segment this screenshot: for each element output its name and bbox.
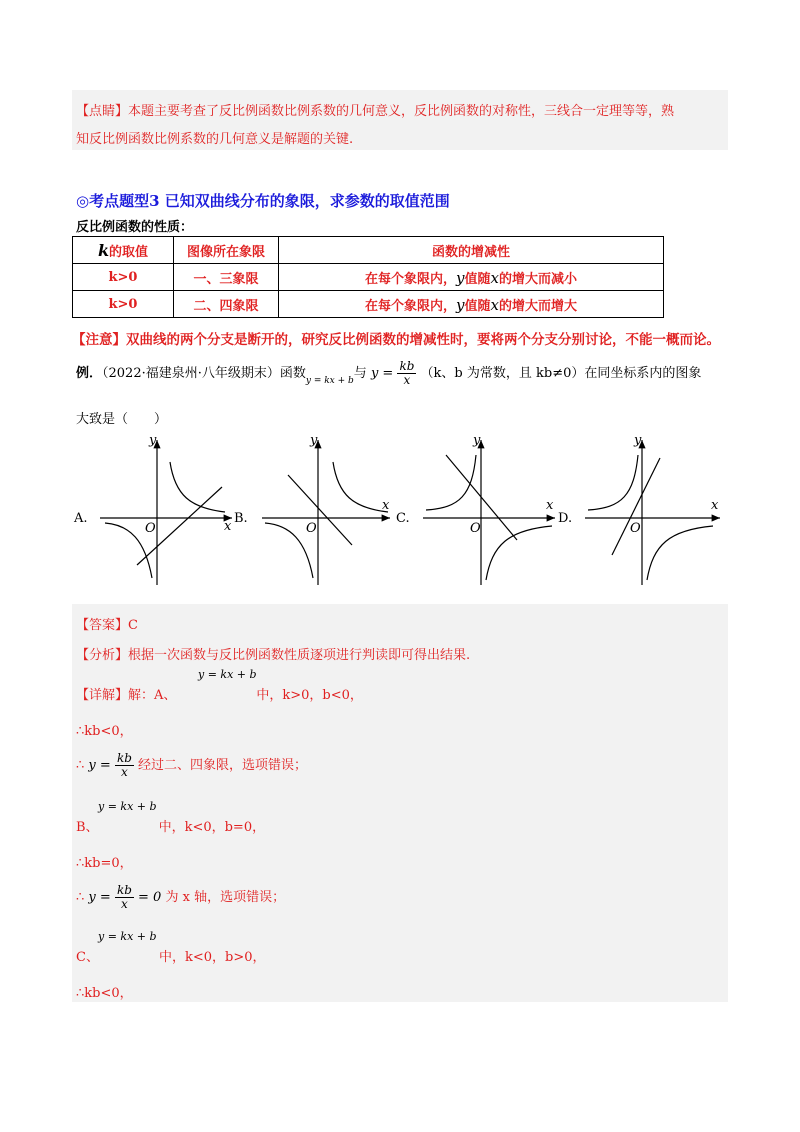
table-cell-k: k>0 xyxy=(73,264,174,291)
table-header-k: k的取值 xyxy=(73,237,174,264)
graph-b xyxy=(262,440,390,585)
option-b-label: B. xyxy=(234,511,248,526)
detail-b-line: B、 中，k<0，b=0， xyxy=(76,820,266,835)
graph-c-x-label: x xyxy=(546,498,554,513)
graph-b-y-label: y xyxy=(310,433,318,448)
detail-c-line: C、 中，k<0，b>0， xyxy=(76,950,266,965)
graph-d xyxy=(585,440,720,585)
table-cell-monotonic: 在每个象限内，y值随x的增大而增大 xyxy=(279,291,664,318)
answer-line: 【答案】C xyxy=(76,618,138,633)
table-row xyxy=(73,264,664,291)
table-row xyxy=(73,291,664,318)
graph-b-origin: O xyxy=(306,521,317,536)
detail-tag: 【详解】解：A、 xyxy=(76,688,177,703)
table-cell-monotonic: 在每个象限内，y值随x的增大而减小 xyxy=(279,264,664,291)
detail-a-cond: 中，k>0，b<0， xyxy=(256,688,363,703)
example-source: （2022·福建泉州·八年级期末）函数 xyxy=(102,366,306,381)
dianjing-text-1: 本题主要考查了反比例函数比例系数的几何意义，反比例函数的对称性，三线合一定理等等，熟 xyxy=(128,104,675,119)
table-cell-k: k>0 xyxy=(73,291,174,318)
graph-c xyxy=(423,440,555,585)
dianjing-tag: 【点睛】 xyxy=(76,104,129,119)
detail-b-result-line: ∴ y = $\frac{kb}{x}$ = 0 为 x 轴，选项错误； xyxy=(76,883,286,911)
example-formula-y: y = xyxy=(370,366,394,381)
note-text: 【注意】双曲线的两个分支是断开的，研究反比例函数的增减性时，要将两个分支分别讨论，不能一概而论。 xyxy=(72,332,720,348)
table-cell-quadrant: 二、四象限 xyxy=(174,291,279,318)
table-header-row xyxy=(73,237,664,264)
graph-d-origin: O xyxy=(630,521,641,536)
graph-a xyxy=(100,440,232,585)
detail-a-kb: ∴kb<0， xyxy=(76,724,133,739)
detail-b-formula: y = kx + b xyxy=(98,800,157,813)
graph-a-origin: O xyxy=(145,521,156,536)
example-tail: （k、b 为常数，且 kb≠0）在同坐标系内的图象 xyxy=(420,366,702,381)
option-d-label: D. xyxy=(558,511,573,526)
answer-box xyxy=(72,604,728,1002)
graph-a-x-label: x xyxy=(224,519,232,534)
example-lead: 例． xyxy=(76,366,103,381)
example-formula-linear: y = kx + b xyxy=(305,376,354,386)
dianjing-line-1 xyxy=(76,100,674,119)
table-header-monotonic: 函数的增减性 xyxy=(279,237,664,264)
properties-table xyxy=(72,236,664,318)
example-line-1 xyxy=(76,360,701,387)
detail-b-fraction: $\frac{kb}{x}$ xyxy=(116,883,132,911)
option-c-label: C. xyxy=(396,511,410,526)
detail-b-kb: ∴kb=0， xyxy=(76,856,133,871)
graph-d-x-label: x xyxy=(711,498,719,513)
detail-a-line xyxy=(76,684,363,703)
analysis-line: 【分析】根据一次函数与反比例函数性质逐项进行判读即可得出结果. xyxy=(76,648,471,663)
example-formula-fraction: $\frac{kb}{x}$ xyxy=(399,359,415,387)
detail-a-formula: y = kx + b xyxy=(198,668,257,681)
example-mid: 与 xyxy=(353,366,367,381)
option-a-label: A. xyxy=(74,511,88,526)
detail-a-fraction: $\frac{kb}{x}$ xyxy=(116,751,132,779)
graph-a-y-label: y xyxy=(149,433,157,448)
graph-b-x-label: x xyxy=(382,498,390,513)
graph-d-y-label: y xyxy=(634,433,642,448)
detail-c-kb: ∴kb<0， xyxy=(76,986,133,1001)
table-header-quadrant: 图像所在象限 xyxy=(174,237,279,264)
graph-c-y-label: y xyxy=(473,433,481,448)
dianjing-line-2: 知反比例函数比例系数的几何意义是解题的关键. xyxy=(76,132,354,147)
section-title: ◎考点题型3 已知双曲线分布的象限，求参数的取值范围 xyxy=(76,192,450,210)
detail-a-result-line: ∴ y = $\frac{kb}{x}$ 经过二、四象限，选项错误； xyxy=(76,751,308,779)
detail-c-formula: y = kx + b xyxy=(98,930,157,943)
graph-c-origin: O xyxy=(470,521,481,536)
table-cell-quadrant: 一、三象限 xyxy=(174,264,279,291)
section-subtitle: 反比例函数的性质： xyxy=(76,220,194,235)
option-graphs xyxy=(0,430,800,590)
example-line-2: 大致是（ ） xyxy=(76,412,168,427)
